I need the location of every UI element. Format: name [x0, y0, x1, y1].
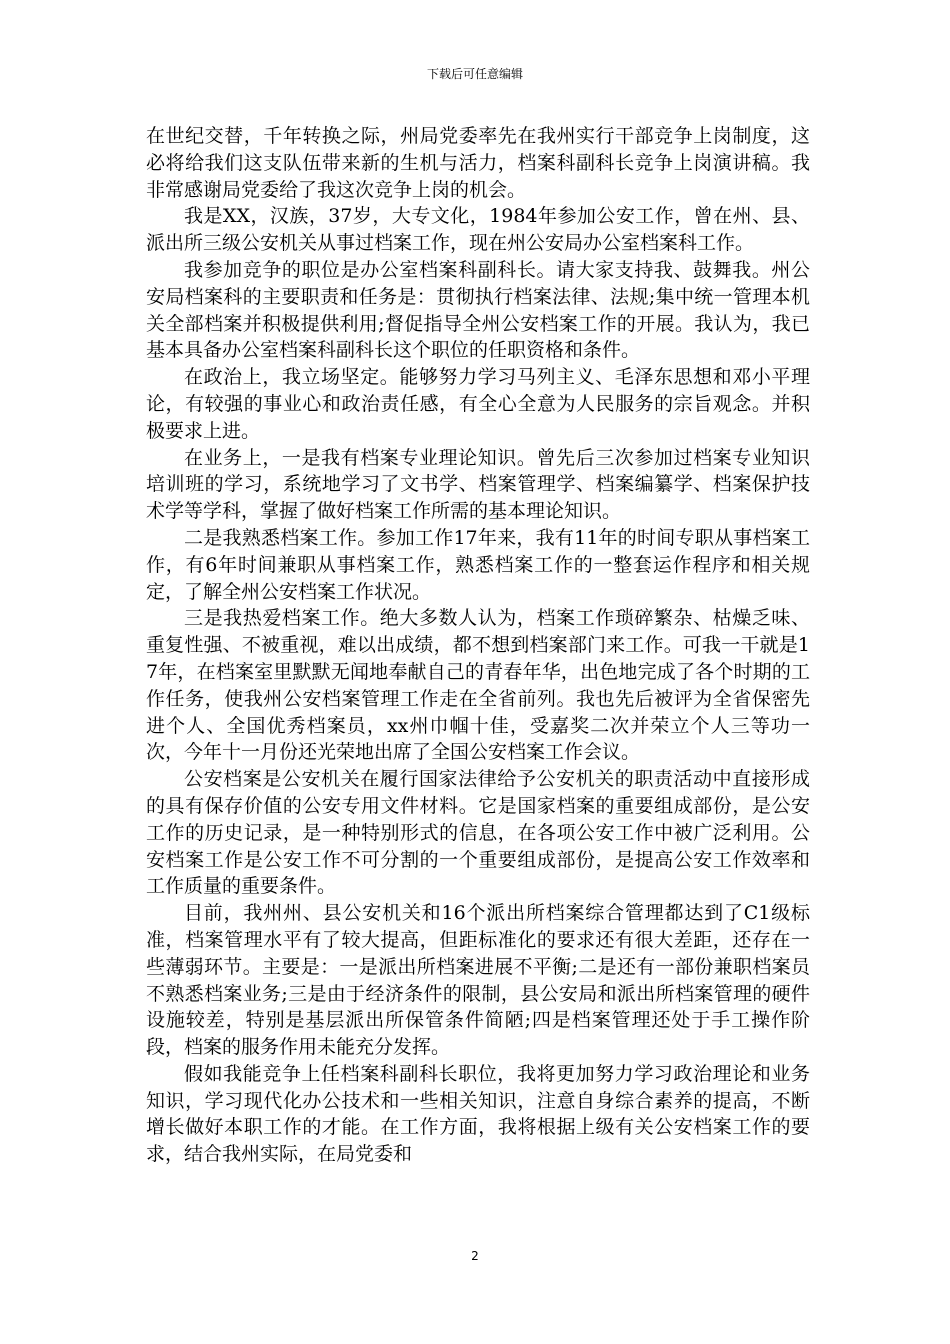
- paragraph: 三是我热爱档案工作。绝大多数人认为，档案工作琐碎繁杂、枯燥乏味、重复性强、不被重视，难以出成绩，都不想到档案部门来工作。可我一干就是17年，在档案室里默默无闻地奉献自己的青春年华，出色地完成了各个时期的工作任务，使我州公安档案管理工作走在全省前列。我也先后被评为全省保密先进个人、全国优秀档案员，xx州巾帼十佳，受嘉奖二次并荣立个人三等功一次，今年十一月份还光荣地出席了全国公安档案工作会议。: [146, 607, 810, 764]
- paragraph: 目前，我州州、县公安机关和16个派出所档案综合管理都达到了C1级标准，档案管理水平有了较大提高，但距标准化的要求还有很大差距，还存在一些薄弱环节。主要是：一是派出所档案进展不平衡;二是还有一部份兼职档案员不熟悉档案业务;三是由于经济条件的限制，县公安局和派出所档案管理的硬件设施较差，特别是基层派出所保管条件简陋;四是档案管理还处于手工操作阶段，档案的服务作用未能充分发挥。: [146, 902, 810, 1059]
- paragraph: 我参加竞争的职位是办公室档案科副科长。请大家支持我、鼓舞我。州公安局档案科的主要职责和任务是：贯彻执行档案法律、法规;集中统一管理本机关全部档案并积极提供利用;督促指导全州公安档案工作的开展。我认为，我已基本具备办公室档案科副科长这个职位的任职资格和条件。: [146, 258, 810, 362]
- paragraph: 假如我能竞争上任档案科副科长职位，我将更加努力学习政治理论和业务知识，学习现代化办公技术和一些相关知识，注意自身综合素养的提高，不断增长做好本职工作的才能。在工作方面，我将根据上级有关公安档案工作的要求，结合我州实际，在局党委和: [146, 1062, 810, 1166]
- paragraph: 在世纪交替，千年转换之际，州局党委率先在我州实行干部竞争上岗制度，这必将给我们这支队伍带来新的生机与活力，档案科副科长竞争上岗演讲稿。我非常感谢局党委给了我这次竞争上岗的机会。: [146, 125, 810, 201]
- paragraph: 在业务上，一是我有档案专业理论知识。曾先后三次参加过档案专业知识培训班的学习，系统地学习了文书学、档案管理学、档案编纂学、档案保护技术学等学科，掌握了做好档案工作所需的基本理论知识。: [146, 446, 810, 523]
- paragraph: 在政治上，我立场坚定。能够努力学习马列主义、毛泽东思想和邓小平理论，有较强的事业心和政治责任感，有全心全意为人民服务的宗旨观念。并积极要求上进。: [146, 366, 810, 442]
- page-number: 2: [471, 1249, 479, 1263]
- page-header: 下载后可任意编辑: [426, 67, 523, 81]
- paragraph: 二是我熟悉档案工作。参加工作17年来，我有11年的时间专职从事档案工作，有6年时间兼职从事档案工作，熟悉档案工作的一整套运作程序和相关规定，了解全州公安档案工作状况。: [146, 526, 810, 603]
- document-body: [146, 123, 810, 1168]
- paragraph: 公安档案是公安机关在履行国家法律给予公安机关的职责活动中直接形成的具有保存价值的公安专用文件材料。它是国家档案的重要组成部份，是公安工作的历史记录，是一种特别形式的信息，在各项公安工作中被广泛利用。公安档案工作是公安工作不可分割的一个重要组成部份，是提高公安工作效率和工作质量的重要条件。: [146, 768, 810, 898]
- paragraph: 我是XX，汉族，37岁，大专文化，1984年参加公安工作，曾在州、县、派出所三级公安机关从事过档案工作，现在州公安局办公室档案科工作。: [146, 205, 810, 255]
